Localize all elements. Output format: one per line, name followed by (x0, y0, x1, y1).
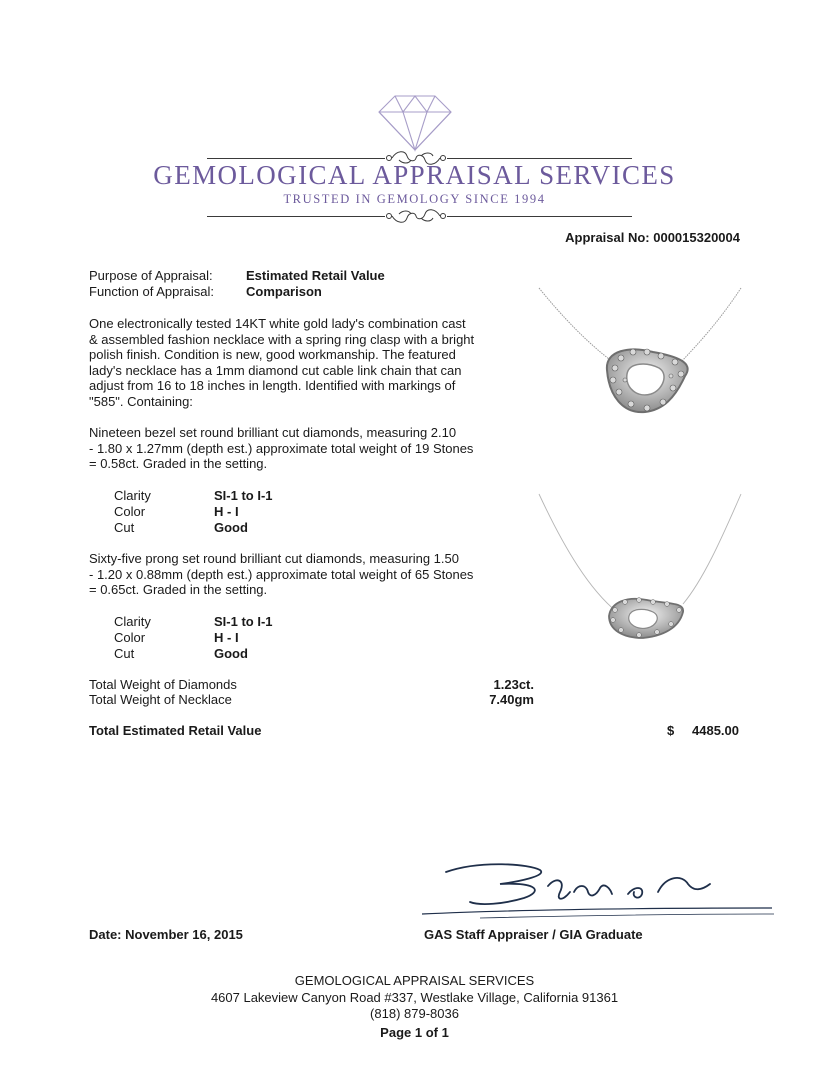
footer-company: GEMOLOGICAL APPRAISAL SERVICES (294, 973, 535, 988)
function-label: Function of Appraisal: (89, 284, 215, 299)
grade-labels: Clarity Color Cut (114, 488, 151, 535)
total-diamonds-value: 1.23ct. (493, 677, 534, 692)
function-value: Comparison (246, 284, 322, 299)
grade-labels: Clarity Color Cut (114, 614, 151, 661)
stone-group-description: Nineteen bezel set round brilliant cut diamonds, measuring 2.10 - 1.80 x 1.27mm (depth est.) approximate total weight of 19 Stones = 0.58ct. Graded in the setting. (89, 425, 474, 472)
footer-phone: (818) 879-8036 (370, 1006, 459, 1021)
footer-address: 4607 Lakeview Canyon Road #337, Westlake Village, California 91361 (210, 989, 619, 1005)
diamond-icon (375, 92, 455, 154)
retail-value-label: Total Estimated Retail Value (89, 723, 262, 738)
retail-currency: $ (667, 723, 675, 738)
purpose-label: Purpose of Appraisal: (89, 268, 213, 283)
company-name: GEMOLOGICAL APPRAISAL SERVICES (153, 160, 676, 190)
page-number: Page 1 of 1 (380, 1024, 449, 1040)
grade-values: SI-1 to I-1 H - I Good (214, 614, 273, 661)
total-diamonds-label: Total Weight of Diamonds (89, 677, 237, 692)
stone-group-description: Sixty-five prong set round brilliant cut diamonds, measuring 1.50 - 1.20 x 0.88mm (depth est.) approximate total weight of 65 Stones = 0.65ct. Graded in the setting. (89, 551, 474, 598)
appraisal-date: Date: November 16, 2015 (89, 927, 243, 942)
total-necklace-label: Total Weight of Necklace (89, 692, 232, 707)
appraiser-title: GAS Staff Appraiser / GIA Graduate (424, 927, 643, 942)
necklace-photo-angle (535, 490, 745, 650)
company-tagline: TRUSTED IN GEMOLOGY SINCE 1994 (283, 192, 546, 206)
total-necklace-value: 7.40gm (489, 692, 534, 707)
item-description: One electronically tested 14KT white gold lady's combination cast & assembled fashion necklace with a spring ring clasp with a bright polish finish. Condition is new, good workmanship. The featured lady's necklace has a 1mm diamond cut cable link chain that can adjust from 16 to 18 inches in length. Identified with markings of "585". Containing: (89, 316, 475, 409)
purpose-value: Estimated Retail Value (246, 268, 385, 283)
footer (0, 973, 829, 1041)
scroll-ornament-icon (383, 206, 449, 226)
necklace-photo-front (535, 280, 745, 450)
grade-values: SI-1 to I-1 H - I Good (214, 488, 273, 535)
appraiser-signature (420, 858, 780, 928)
retail-amount: 4485.00 (692, 723, 739, 738)
appraisal-number: Appraisal No: 000015320004 (565, 230, 740, 245)
